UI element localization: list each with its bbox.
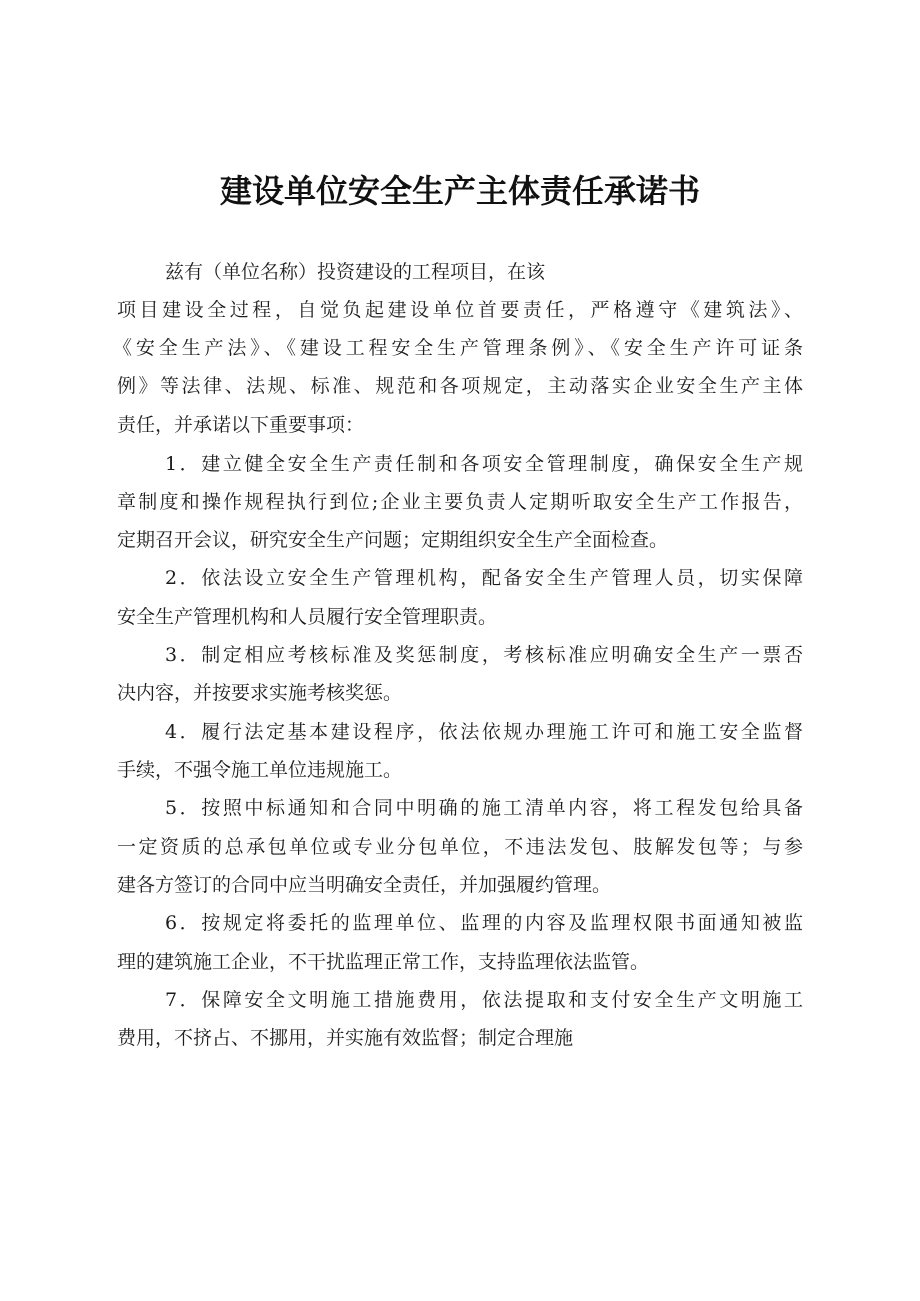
- paragraph-line: 决内容，并按要求实施考核奖惩。: [117, 682, 403, 704]
- paragraph-line: 兹有（单位名称）投资建设的工程项目，在该: [165, 261, 546, 283]
- document-title: 建设单位安全生产主体责任承诺书: [219, 172, 700, 210]
- paragraph-line: 责任，并承诺以下重要事项：: [117, 414, 365, 436]
- paragraph-line: 4．履行法定基本建设程序，依法依规办理施工许可和施工安全监督: [165, 721, 803, 743]
- paragraph-line: 建各方签订的合同中应当明确安全责任，并加强履约管理。: [117, 874, 612, 896]
- paragraph-line: 安全生产管理机构和人员履行安全管理职责。: [117, 606, 498, 628]
- paragraph-line: 《安全生产法》、《建设工程安全生产管理条例》、《安全生产许可证条: [113, 337, 803, 359]
- paragraph-line: 理的建筑施工企业，不干扰监理正常工作，支持监理依法监管。: [117, 951, 650, 973]
- paragraph-line: 一定资质的总承包单位或专业分包单位，不违法发包、肢解发包等；与参: [117, 836, 803, 858]
- paragraph-line: 例》等法律、法规、标准、规范和各项规定，主动落实企业安全生产主体: [117, 375, 803, 397]
- paragraph-line: 5．按照中标通知和合同中明确的施工清单内容，将工程发包给具备: [165, 797, 803, 819]
- paragraph-line: 6．按规定将委托的监理单位、监理的内容及监理权限书面通知被监: [165, 912, 803, 934]
- paragraph-line: 1．建立健全安全生产责任制和各项安全管理制度，确保安全生产规: [165, 453, 803, 475]
- paragraph-line: 费用，不挤占、不挪用，并实施有效监督；制定合理施: [117, 1027, 574, 1049]
- paragraph-line: 定期召开会议，研究安全生产问题；定期组织安全生产全面检查。: [117, 529, 669, 551]
- paragraph-line: 2．依法设立安全生产管理机构，配备安全生产管理人员，切实保障: [165, 567, 803, 589]
- paragraph-line: 7．保障安全文明施工措施费用，依法提取和支付安全生产文明施工: [165, 989, 803, 1011]
- paragraph-line: 手续，不强令施工单位违规施工。: [117, 759, 403, 781]
- paragraph-line: 项目建设全过程，自觉负起建设单位首要责任，严格遵守《建筑法》、: [117, 299, 803, 321]
- paragraph-line: 3．制定相应考核标准及奖惩制度，考核标准应明确安全生产一票否: [165, 644, 803, 666]
- paragraph-line: 章制度和操作规程执行到位;企业主要负责人定期听取安全生产工作报告，: [117, 491, 803, 513]
